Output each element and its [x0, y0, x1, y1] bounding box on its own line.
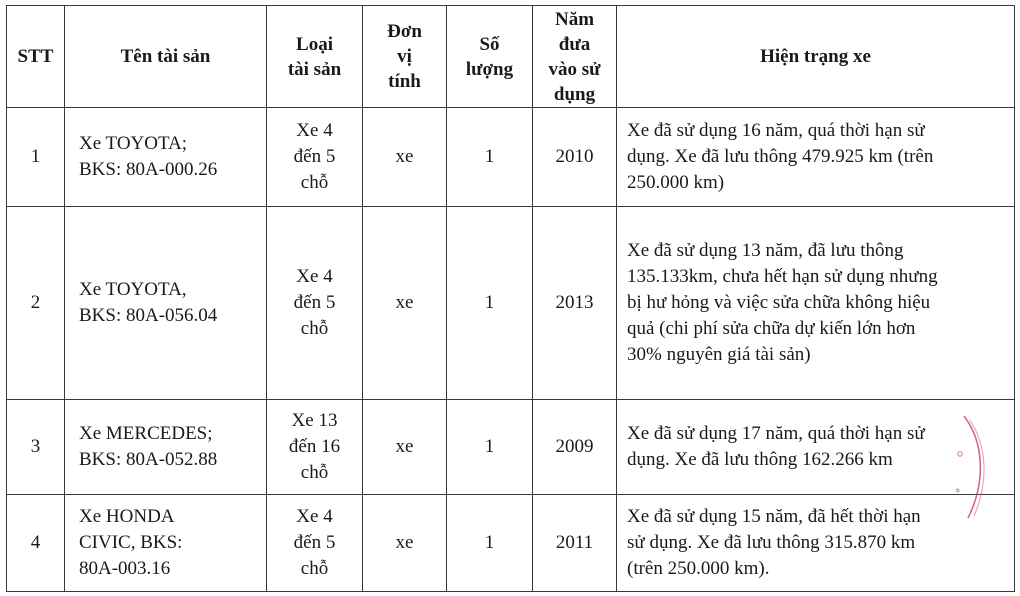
header-unit: Đơn vị tính: [363, 6, 447, 108]
cell-unit: xe: [363, 108, 447, 207]
header-stt: STT: [7, 6, 65, 108]
cell-year: 2010: [533, 108, 617, 207]
cell-year: 2013: [533, 207, 617, 400]
cell-name: Xe HONDA CIVIC, BKS: 80A-003.16: [65, 495, 267, 592]
cell-year: 2011: [533, 495, 617, 592]
cell-type: Xe 4 đến 5 chỗ: [267, 207, 363, 400]
cell-name: Xe TOYOTA, BKS: 80A-056.04: [65, 207, 267, 400]
cell-unit: xe: [363, 495, 447, 592]
cell-qty: 1: [447, 108, 533, 207]
cell-status: Xe đã sử dụng 17 năm, quá thời hạn sử dụng. Xe đã lưu thông 162.266 km: [617, 400, 1015, 495]
table-row: [7, 207, 1015, 400]
cell-stt: 1: [7, 108, 65, 207]
table-row: [7, 108, 1015, 207]
header-year: Năm đưa vào sử dụng: [533, 6, 617, 108]
table-row: [7, 495, 1015, 592]
cell-qty: 1: [447, 400, 533, 495]
cell-status: Xe đã sử dụng 13 năm, đã lưu thông 135.133km, chưa hết hạn sử dụng nhưng bị hư hỏng và việc sửa chữa không hiệu quả (chi phí sửa chữa dự kiến lớn hơn 30% nguyên giá tài sản): [617, 207, 1015, 400]
table-row: [7, 400, 1015, 495]
asset-table: [6, 5, 1015, 592]
cell-type: Xe 4 đến 5 chỗ: [267, 495, 363, 592]
header-name: Tên tài sản: [65, 6, 267, 108]
cell-name: Xe TOYOTA; BKS: 80A-000.26: [65, 108, 267, 207]
header-qty: Số lượng: [447, 6, 533, 108]
cell-stt: 4: [7, 495, 65, 592]
cell-qty: 1: [447, 495, 533, 592]
cell-unit: xe: [363, 207, 447, 400]
cell-stt: 3: [7, 400, 65, 495]
header-type: Loại tài sản: [267, 6, 363, 108]
cell-type: Xe 4 đến 5 chỗ: [267, 108, 363, 207]
cell-stt: 2: [7, 207, 65, 400]
header-status: Hiện trạng xe: [617, 6, 1015, 108]
svg-text:*: *: [955, 486, 961, 499]
cell-year: 2009: [533, 400, 617, 495]
cell-unit: xe: [363, 400, 447, 495]
cell-qty: 1: [447, 207, 533, 400]
header-row: [7, 6, 1015, 108]
cell-name: Xe MERCEDES; BKS: 80A-052.88: [65, 400, 267, 495]
cell-status: Xe đã sử dụng 16 năm, quá thời hạn sử dụng. Xe đã lưu thông 479.925 km (trên 250.000 km): [617, 108, 1015, 207]
cell-type: Xe 13 đến 16 chỗ: [267, 400, 363, 495]
cell-status: Xe đã sử dụng 15 năm, đã hết thời hạn sử dụng. Xe đã lưu thông 315.870 km (trên 250.000 km).: [617, 495, 1015, 592]
